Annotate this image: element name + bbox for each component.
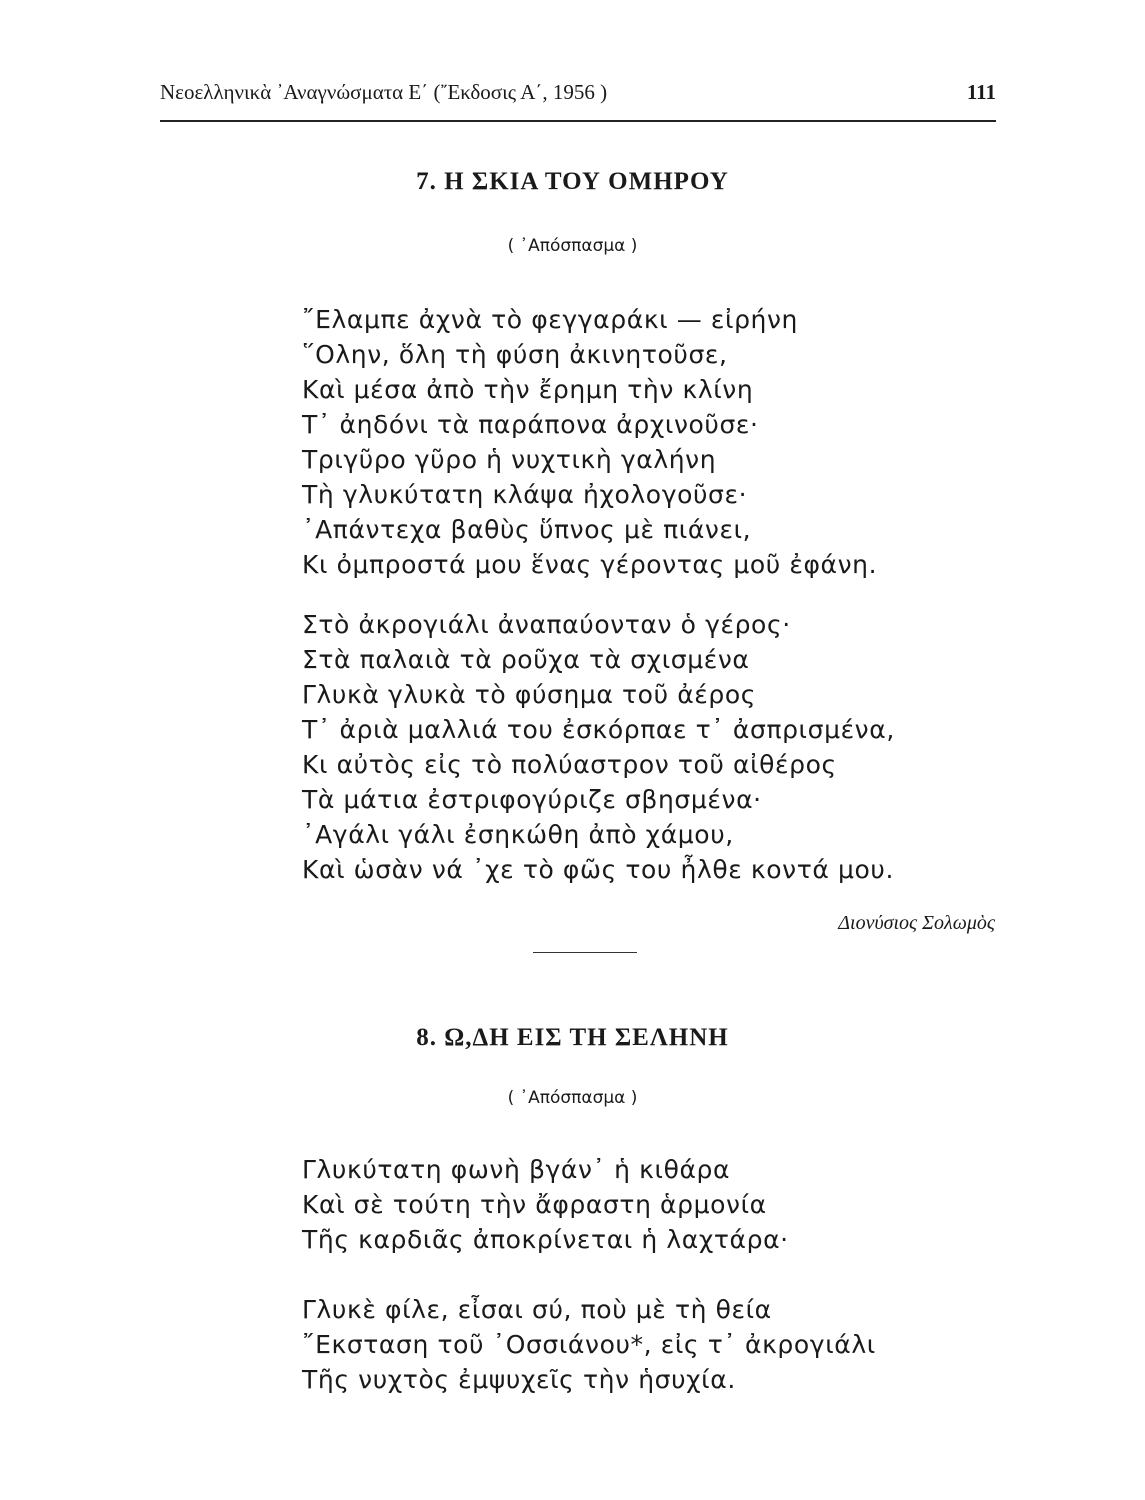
author-signature: Διονύσιος Σολωμὸς xyxy=(838,912,995,934)
verse-line: Τ᾿ ἀηδόνι τὰ παράπονα ἀρχινοῦσε· xyxy=(302,410,759,439)
verse-line: Καὶ ὡσὰν νά ᾿χε τὸ φῶς του ἦλθε κοντά μου. xyxy=(302,855,895,884)
verse-line: Καὶ μέσα ἀπὸ τὴν ἔρημη τὴν κλίνη xyxy=(302,375,754,404)
poem-stanza xyxy=(302,1292,876,1397)
verse-line: Τριγῦρο γῦρο ἡ νυχτικὴ γαλήνη xyxy=(302,445,717,474)
verse-line: ῎Εκσταση τοῦ ᾿Οσσιάνου*, εἰς τ᾿ ἀκρογιάλι xyxy=(302,1330,876,1359)
verse-line: Τ᾿ ἀριὰ μαλλιά του ἐσκόρπαε τ᾿ ἀσπρισμένα, xyxy=(302,715,895,744)
verse-line: Γλυκύτατη φωνὴ βγάν᾿ ἡ κιθάρα xyxy=(302,1155,731,1184)
section-divider xyxy=(533,952,637,953)
poem-title: 8. Ω,ΔΗ ΕΙΣ ΤΗ ΣΕΛΗΝΗ xyxy=(416,1024,729,1051)
page-number: 111 xyxy=(966,80,996,104)
poem-stanza xyxy=(302,302,877,582)
verse-line: ῞Ολην, ὅλη τὴ φύση ἀκινητοῦσε, xyxy=(302,340,728,369)
running-title: Νεοελληνικὰ ᾿Αναγνώσματα Ε΄ (῎Εκδοσις Α΄, 1956 ) xyxy=(160,80,608,104)
poem-subtitle: ( ᾿Απόσπασμα ) xyxy=(507,236,638,256)
verse-line: Κι ὀμπροστά μου ἕνας γέροντας μοῦ ἐφάνη. xyxy=(302,550,878,579)
poem-stanza xyxy=(302,607,895,887)
verse-line: ῎Ελαμπε ἀχνὰ τὸ φεγγαράκι — εἰρήνη xyxy=(302,305,798,334)
verse-line: Τῆς νυχτὸς ἐμψυχεῖς τὴν ἡσυχία. xyxy=(302,1365,736,1394)
poem-stanza xyxy=(302,1152,789,1257)
verse-line: ᾿Απάντεχα βαθὺς ὕπνος μὲ πιάνει, xyxy=(302,515,752,544)
verse-line: Στὰ παλαιὰ τὰ ροῦχα τὰ σχισμένα xyxy=(302,645,750,674)
verse-line: ᾿Αγάλι γάλι ἐσηκώθη ἀπὸ χάμου, xyxy=(302,820,734,849)
poem-title: 7. Η ΣΚΙΑ ΤΟΥ ΟΜΗΡΟΥ xyxy=(416,168,729,195)
verse-line: Στὸ ἀκρογιάλι ἀναπαύονταν ὁ γέρος· xyxy=(302,610,791,639)
verse-line: Γλυκὰ γλυκὰ τὸ φύσημα τοῦ ἀέρος xyxy=(302,680,757,709)
poem-subtitle: ( ᾿Απόσπασμα ) xyxy=(507,1088,638,1108)
verse-line: Τὰ μάτια ἐστριφογύριζε σβησμένα· xyxy=(302,785,762,814)
header-rule xyxy=(160,120,996,122)
verse-line: Τὴ γλυκύτατη κλάψα ἠχολογοῦσε· xyxy=(302,480,748,509)
verse-line: Καὶ σὲ τούτη τὴν ἄφραστη ἁρμονία xyxy=(302,1190,767,1219)
verse-line: Τῆς καρδιᾶς ἀποκρίνεται ἡ λαχτάρα· xyxy=(302,1225,789,1254)
verse-line: Γλυκὲ φίλε, εἶσαι σύ, ποὺ μὲ τὴ θεία xyxy=(302,1295,772,1324)
verse-line: Κι αὐτὸς εἰς τὸ πολύαστρον τοῦ αἰθέρος xyxy=(302,750,837,779)
